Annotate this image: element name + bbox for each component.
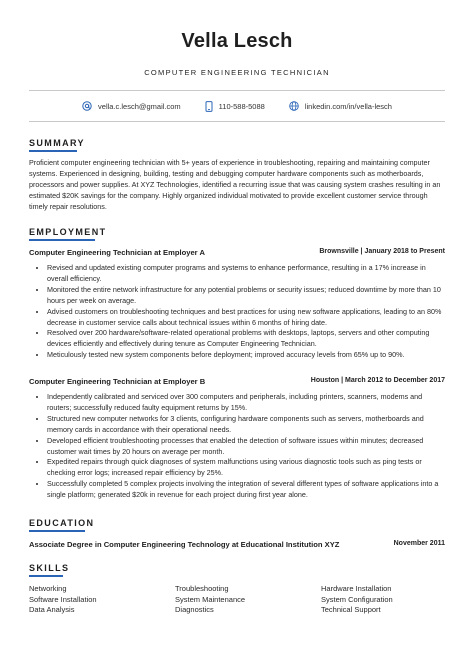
- list-item: • Revised and updated existing computer programs and systems to enhance performance, resulting in a 17% increase in overall efficiency.: [47, 263, 447, 285]
- list-item: • Structured new computer networks for 3 clients, configuring hardware components such as servers, motherboards and memory cards in accordance with their operational needs.: [47, 414, 447, 436]
- skills-grid: [29, 584, 449, 616]
- skill-item: System Configuration: [321, 594, 393, 604]
- skill-item: Troubleshooting: [175, 584, 229, 593]
- skills-underline: [29, 575, 63, 577]
- list-item: • Advised customers on troubleshooting techniques and best practices for using new software applications, leading to an 80% decrease in customer service calls about technical issues within 6 months of hiring date.: [47, 307, 447, 329]
- list-item: • Expedited repairs through quick diagnoses of system malfunctions using various diagnostic tools such as ping tests or checking error logs; increased repair efficiency by 25%.: [47, 457, 447, 479]
- candidate-name: Vella Lesch: [181, 30, 293, 52]
- globe-icon: [289, 101, 299, 111]
- at-sign-icon: [82, 101, 92, 111]
- degree-date: November 2011: [393, 540, 445, 547]
- job-meta-b: Houston | March 2012 to December 2017: [310, 377, 445, 384]
- summary-heading: SUMMARY: [29, 138, 85, 148]
- skill-item: Software Installation: [29, 594, 97, 604]
- education-underline: [29, 530, 85, 532]
- phone-text: 110-588-5088: [218, 101, 265, 111]
- employment-heading: EMPLOYMENT: [29, 227, 107, 237]
- job-bullets-b: [29, 392, 447, 501]
- skill-item: Technical Support: [321, 605, 381, 615]
- list-item: • Developed efficient troubleshooting processes that enabled the detection of software issues within minutes; decreased customer wait times by 20 hours on average per month.: [47, 436, 447, 458]
- job-title-a: Computer Engineering Technician at Employer A: [29, 248, 205, 257]
- job-title-b: Computer Engineering Technician at Employer B: [29, 377, 206, 386]
- list-item: • Monitored the entire network infrastructure for any potential problems or security issues; reduced downtime by more than 10 hours per week on average.: [47, 285, 447, 307]
- header-divider: [29, 90, 445, 91]
- list-item: • Meticulously tested new system components before deployment; improved accuracy levels from 65% up to 90%.: [47, 350, 447, 361]
- job-meta-a: Brownsville | January 2018 to Present: [319, 248, 445, 255]
- summary-underline: [29, 150, 77, 152]
- contact-phone[interactable]: [205, 101, 265, 112]
- job-bullets-a: [29, 263, 447, 361]
- skill-item: Networking: [29, 584, 67, 593]
- mobile-phone-icon: [205, 101, 213, 112]
- skill-item: System Maintenance: [175, 594, 246, 604]
- linkedin-text: linkedin.com/in/vella-lesch: [304, 101, 392, 111]
- education-heading: EDUCATION: [29, 518, 95, 528]
- contact-email[interactable]: [82, 101, 181, 111]
- contact-bar: [0, 99, 474, 113]
- contact-divider: [29, 121, 445, 122]
- skill-item: Diagnostics: [175, 605, 214, 615]
- skill-item: Data Analysis: [29, 605, 75, 615]
- skills-heading: SKILLS: [29, 563, 70, 573]
- skill-item: Hardware Installation: [321, 584, 392, 593]
- list-item: • Successfully completed 5 complex projects involving the integration of several different types of software applications into a single platform; generated $20k in revenue for each project during first year alone.: [47, 479, 447, 501]
- job-title-heading: COMPUTER ENGINEERING TECHNICIAN: [144, 68, 330, 77]
- degree-title: Associate Degree in Computer Engineering Technology at Educational Institution XYZ: [29, 540, 340, 549]
- list-item: • Resolved over 200 hardware/software-related operational problems with desktops, laptops, servers and other computing devices efficiently and effectively during tenure as Computer Engineering Technician.: [47, 328, 447, 350]
- summary-text: Proficient computer engineering technician with 5+ years of experience in troubleshooting, repairing and maintaining computer systems. Experienced in designing, building, testing and debugging computer hardware components such as motherboards, processors and power supplies. At XYZ Technologies, identified a recurring issue that was causing system crashes resulting in an estimated $20K savings for the company. Highly organized individual motivated to provide excellent customer service through timely repair resolutions.: [29, 158, 441, 211]
- contact-linkedin[interactable]: [289, 101, 392, 111]
- email-text: vella.c.lesch@gmail.com: [98, 101, 181, 111]
- list-item: • Independently calibrated and serviced over 300 computers and peripherals, including printers, scanners, modems and routers; successfully reduced faulty equipment returns by 15%.: [47, 392, 447, 414]
- employment-underline: [29, 239, 95, 241]
